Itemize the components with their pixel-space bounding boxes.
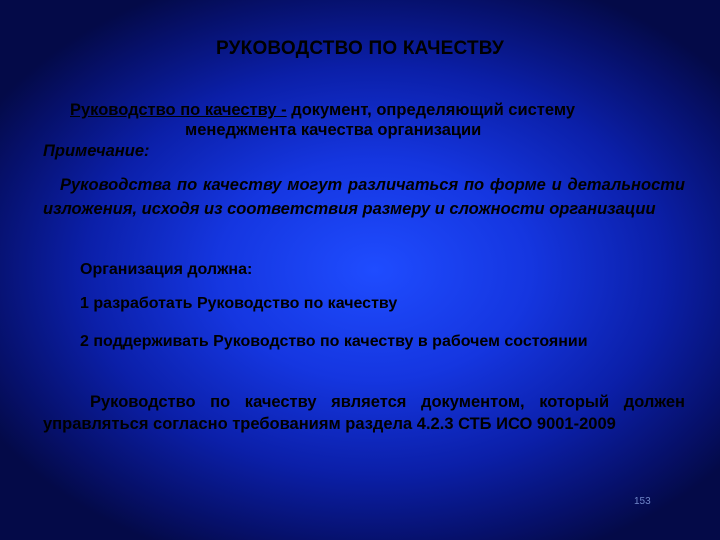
list-item: 1 разработать Руководство по качеству [80,295,398,312]
page-number: 153 [634,496,651,507]
note-text: Руководства по качеству могут различаться по форме и детальности изложения, исходя из соответствия размеру и сложности организации [43,176,685,218]
organization-label: Организация должна: [80,261,253,278]
definition-text-line2: менеджмента качества организации [185,121,482,139]
slide-title: РУКОВОДСТВО ПО КАЧЕСТВУ [216,38,504,59]
final-statement: Руководство по качеству является документом, который должен управляться согласно требованиям раздела 4.2.3 СТБ ИСО 9001-2009 [43,393,685,433]
list-item: 2 поддерживать Руководство по качеству в рабочем состоянии [80,333,588,350]
definition-term: Руководство по качеству - [70,101,287,119]
definition [70,100,695,140]
note-label: Примечание: [43,142,150,160]
definition-text-line1: документ, определяющий систему [286,101,575,119]
